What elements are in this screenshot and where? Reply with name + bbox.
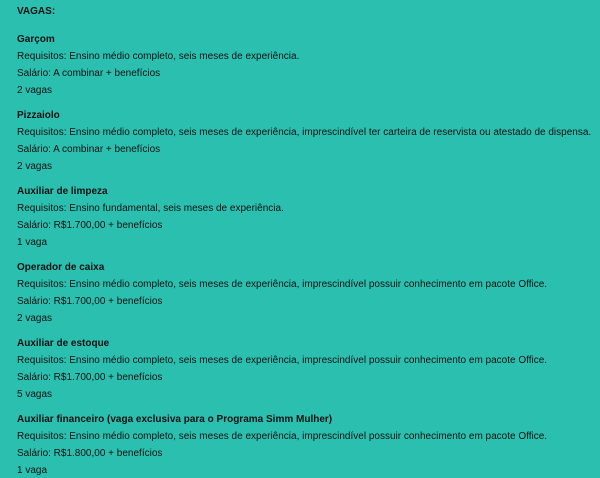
job-openings: 1 vaga (17, 465, 48, 476)
job-requirements: Requisitos: Ensino médio completo, seis meses de experiência, imprescindível possuir conhecimento em pacote Office. (17, 279, 548, 290)
job-listing-garcom (17, 33, 600, 98)
job-requirements: Requisitos: Ensino fundamental, seis meses de experiência. (17, 203, 284, 214)
job-title: Auxiliar financeiro (vaga exclusiva para o Programa Simm Mulher) (17, 414, 333, 425)
job-listing-pizzaiolo (17, 109, 600, 174)
job-listing-auxiliar-de-estoque (17, 337, 600, 402)
job-title: Garçom (17, 34, 55, 45)
page-heading: VAGAS: (17, 6, 56, 17)
job-salary: Salário: A combinar + benefícios (17, 68, 161, 79)
job-title: Auxiliar de estoque (17, 338, 110, 349)
job-openings: 2 vagas (17, 313, 53, 324)
job-requirements: Requisitos: Ensino médio completo, seis meses de experiência, imprescindível ter carteira de reservista ou atestado de dispensa. (17, 127, 592, 138)
job-requirements: Requisitos: Ensino médio completo, seis meses de experiência, imprescindível possuir conhecimento em pacote Office. (17, 431, 548, 442)
job-title: Operador de caixa (17, 262, 105, 273)
job-title: Pizzaiolo (17, 110, 60, 121)
job-requirements: Requisitos: Ensino médio completo, seis meses de experiência, imprescindível possuir conhecimento em pacote Office. (17, 355, 548, 366)
job-requirements: Requisitos: Ensino médio completo, seis meses de experiência. (17, 51, 300, 62)
job-listing-auxiliar-financeiro (17, 413, 600, 478)
job-salary: Salário: R$1.700,00 + benefícios (17, 372, 163, 383)
job-listing-auxiliar-de-limpeza (17, 185, 600, 250)
job-salary: Salário: R$1.700,00 + benefícios (17, 296, 163, 307)
job-openings: 2 vagas (17, 161, 53, 172)
job-openings: 2 vagas (17, 85, 53, 96)
job-openings: 1 vaga (17, 237, 48, 248)
job-salary: Salário: A combinar + benefícios (17, 144, 161, 155)
job-title: Auxiliar de limpeza (17, 186, 108, 197)
job-openings: 5 vagas (17, 389, 53, 400)
job-salary: Salário: R$1.700,00 + benefícios (17, 220, 163, 231)
job-salary: Salário: R$1.800,00 + benefícios (17, 448, 163, 459)
job-listing-operador-de-caixa (17, 261, 600, 326)
